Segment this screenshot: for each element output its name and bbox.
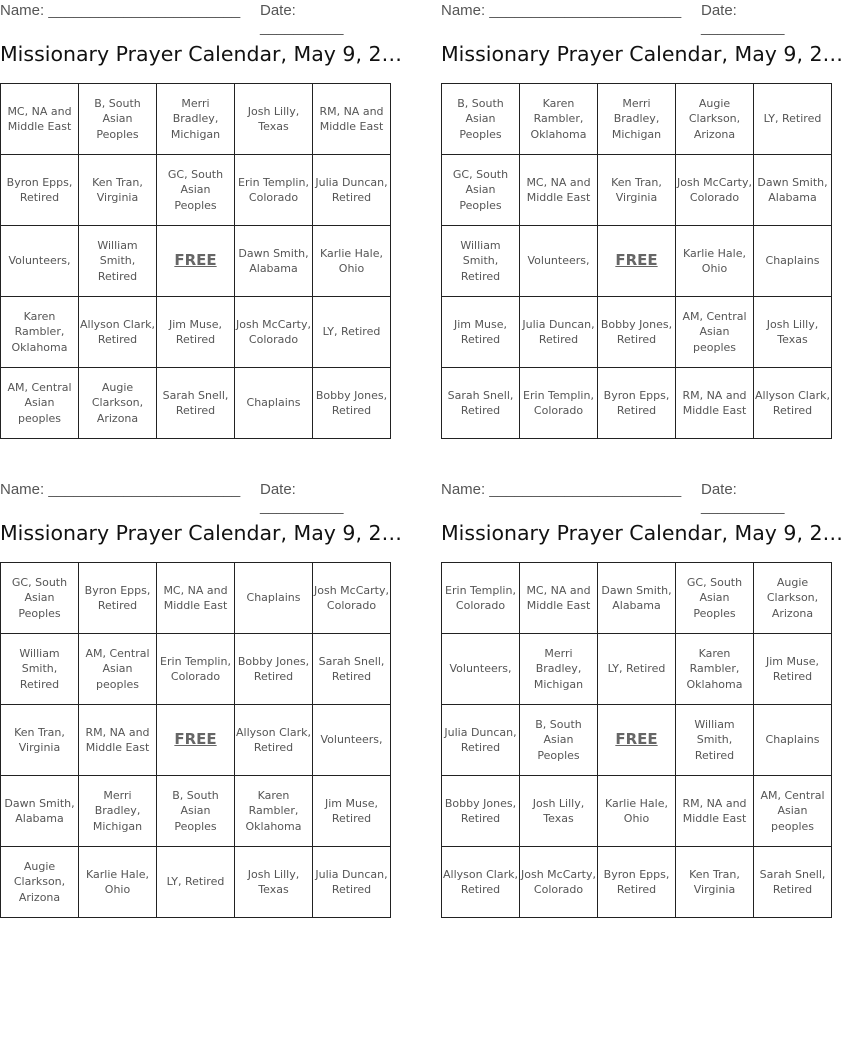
card-title: Missionary Prayer Calendar, May 9, 2…	[0, 521, 403, 545]
grid-cell: Josh Lilly, Texas	[235, 84, 313, 155]
grid-row	[1, 563, 391, 634]
grid-cell: Karlie Hale, Ohio	[598, 776, 676, 847]
grid-row	[1, 226, 391, 297]
name-field-label: Name: _______________________	[0, 2, 241, 19]
grid-cell: Byron Epps, Retired	[1, 155, 79, 226]
grid-cell: Karen Rambler, Oklahoma	[235, 776, 313, 847]
grid-cell: Volunteers,	[1, 226, 79, 297]
grid-cell: AM, Central Asian peoples	[754, 776, 832, 847]
grid-cell: William Smith, Retired	[1, 634, 79, 705]
free-space-cell: FREE	[598, 705, 676, 776]
grid-row	[442, 776, 832, 847]
grid-cell: Augie Clarkson, Arizona	[79, 368, 157, 439]
grid-cell: Merri Bradley, Michigan	[598, 84, 676, 155]
grid-cell: AM, Central Asian peoples	[79, 634, 157, 705]
grid-cell: Ken Tran, Virginia	[1, 705, 79, 776]
grid-cell: Dawn Smith, Alabama	[235, 226, 313, 297]
grid-cell: Merri Bradley, Michigan	[520, 634, 598, 705]
grid-row	[1, 847, 391, 918]
grid-cell: LY, Retired	[313, 297, 391, 368]
grid-cell: Merri Bradley, Michigan	[157, 84, 235, 155]
grid-row	[1, 705, 391, 776]
date-field-label: Date: __________	[701, 2, 785, 36]
grid-cell: Bobby Jones, Retired	[235, 634, 313, 705]
grid-cell: Chaplains	[235, 368, 313, 439]
grid-cell: Augie Clarkson, Arizona	[754, 563, 832, 634]
grid-cell: RM, NA and Middle East	[676, 368, 754, 439]
grid-cell: Sarah Snell, Retired	[157, 368, 235, 439]
date-field-label: Date: __________	[701, 481, 785, 515]
grid-row	[1, 368, 391, 439]
grid-cell: Ken Tran, Virginia	[598, 155, 676, 226]
grid-cell: William Smith, Retired	[79, 226, 157, 297]
grid-cell: Augie Clarkson, Arizona	[676, 84, 754, 155]
grid-cell: Allyson Clark, Retired	[442, 847, 520, 918]
grid-cell: Byron Epps, Retired	[79, 563, 157, 634]
grid-cell: Karen Rambler, Oklahoma	[676, 634, 754, 705]
grid-cell: Karlie Hale, Ohio	[676, 226, 754, 297]
card-title: Missionary Prayer Calendar, May 9, 2…	[441, 521, 843, 545]
grid-cell: Allyson Clark, Retired	[79, 297, 157, 368]
card-header	[0, 481, 375, 515]
grid-row	[442, 155, 832, 226]
grid-cell: Josh McCarty, Colorado	[676, 155, 754, 226]
card-title: Missionary Prayer Calendar, May 9, 2…	[441, 42, 843, 66]
grid-row	[1, 634, 391, 705]
grid-row	[442, 563, 832, 634]
grid-cell: LY, Retired	[157, 847, 235, 918]
grid-cell: GC, South Asian Peoples	[157, 155, 235, 226]
card-header	[0, 2, 375, 36]
grid-cell: Chaplains	[754, 705, 832, 776]
grid-cell: Josh Lilly, Texas	[754, 297, 832, 368]
grid-row	[442, 705, 832, 776]
grid-cell: Erin Templin, Colorado	[520, 368, 598, 439]
bingo-grid	[0, 562, 391, 918]
grid-cell: MC, NA and Middle East	[157, 563, 235, 634]
grid-cell: Byron Epps, Retired	[598, 368, 676, 439]
grid-row	[1, 776, 391, 847]
grid-row	[442, 368, 832, 439]
grid-cell: Bobby Jones, Retired	[598, 297, 676, 368]
bingo-grid	[0, 83, 391, 439]
grid-cell: William Smith, Retired	[676, 705, 754, 776]
grid-cell: Merri Bradley, Michigan	[79, 776, 157, 847]
grid-cell: Erin Templin, Colorado	[235, 155, 313, 226]
grid-row	[1, 155, 391, 226]
grid-cell: Allyson Clark, Retired	[235, 705, 313, 776]
grid-cell: Byron Epps, Retired	[598, 847, 676, 918]
grid-cell: GC, South Asian Peoples	[676, 563, 754, 634]
grid-row	[1, 297, 391, 368]
free-space-cell: FREE	[157, 226, 235, 297]
card-title: Missionary Prayer Calendar, May 9, 2…	[0, 42, 403, 66]
name-field-label: Name: _______________________	[441, 2, 682, 19]
grid-cell: GC, South Asian Peoples	[442, 155, 520, 226]
grid-cell: Dawn Smith, Alabama	[754, 155, 832, 226]
bingo-grid	[441, 83, 832, 439]
grid-cell: Chaplains	[754, 226, 832, 297]
grid-cell: Dawn Smith, Alabama	[1, 776, 79, 847]
grid-cell: Bobby Jones, Retired	[313, 368, 391, 439]
grid-row	[442, 847, 832, 918]
grid-cell: Volunteers,	[313, 705, 391, 776]
grid-cell: Jim Muse, Retired	[442, 297, 520, 368]
grid-cell: B, South Asian Peoples	[442, 84, 520, 155]
grid-cell: B, South Asian Peoples	[157, 776, 235, 847]
grid-cell: Ken Tran, Virginia	[79, 155, 157, 226]
grid-cell: Erin Templin, Colorado	[157, 634, 235, 705]
grid-cell: Augie Clarkson, Arizona	[1, 847, 79, 918]
grid-cell: Bobby Jones, Retired	[442, 776, 520, 847]
grid-cell: RM, NA and Middle East	[79, 705, 157, 776]
grid-cell: Sarah Snell, Retired	[313, 634, 391, 705]
grid-cell: Chaplains	[235, 563, 313, 634]
grid-cell: Karen Rambler, Oklahoma	[1, 297, 79, 368]
card-header	[441, 2, 816, 36]
grid-cell: Volunteers,	[520, 226, 598, 297]
grid-cell: Jim Muse, Retired	[313, 776, 391, 847]
grid-cell: RM, NA and Middle East	[313, 84, 391, 155]
grid-cell: MC, NA and Middle East	[520, 155, 598, 226]
grid-cell: Jim Muse, Retired	[754, 634, 832, 705]
grid-cell: B, South Asian Peoples	[520, 705, 598, 776]
name-field-label: Name: _______________________	[441, 481, 682, 498]
name-field-label: Name: _______________________	[0, 481, 241, 498]
grid-cell: Erin Templin, Colorado	[442, 563, 520, 634]
grid-cell: Karlie Hale, Ohio	[79, 847, 157, 918]
grid-cell: Allyson Clark, Retired	[754, 368, 832, 439]
grid-cell: GC, South Asian Peoples	[1, 563, 79, 634]
date-field-label: Date: __________	[260, 2, 344, 36]
date-field-label: Date: __________	[260, 481, 344, 515]
grid-cell: AM, Central Asian peoples	[1, 368, 79, 439]
grid-cell: Josh McCarty, Colorado	[235, 297, 313, 368]
grid-cell: MC, NA and Middle East	[1, 84, 79, 155]
grid-row	[442, 634, 832, 705]
card-header	[441, 481, 816, 515]
grid-row	[442, 297, 832, 368]
grid-cell: Dawn Smith, Alabama	[598, 563, 676, 634]
grid-cell: Julia Duncan, Retired	[442, 705, 520, 776]
grid-cell: Sarah Snell, Retired	[754, 847, 832, 918]
bingo-grid	[441, 562, 832, 918]
grid-cell: Karen Rambler, Oklahoma	[520, 84, 598, 155]
grid-row	[1, 84, 391, 155]
grid-cell: William Smith, Retired	[442, 226, 520, 297]
grid-cell: Josh McCarty, Colorado	[520, 847, 598, 918]
grid-cell: Karlie Hale, Ohio	[313, 226, 391, 297]
grid-cell: Josh Lilly, Texas	[520, 776, 598, 847]
grid-cell: RM, NA and Middle East	[676, 776, 754, 847]
grid-row	[442, 84, 832, 155]
grid-row	[442, 226, 832, 297]
grid-cell: Volunteers,	[442, 634, 520, 705]
free-space-cell: FREE	[598, 226, 676, 297]
grid-cell: MC, NA and Middle East	[520, 563, 598, 634]
grid-cell: AM, Central Asian peoples	[676, 297, 754, 368]
grid-cell: LY, Retired	[754, 84, 832, 155]
grid-cell: Josh Lilly, Texas	[235, 847, 313, 918]
grid-cell: LY, Retired	[598, 634, 676, 705]
grid-cell: Jim Muse, Retired	[157, 297, 235, 368]
grid-cell: Julia Duncan, Retired	[520, 297, 598, 368]
grid-cell: B, South Asian Peoples	[79, 84, 157, 155]
grid-cell: Julia Duncan, Retired	[313, 155, 391, 226]
grid-cell: Josh McCarty, Colorado	[313, 563, 391, 634]
free-space-cell: FREE	[157, 705, 235, 776]
grid-cell: Julia Duncan, Retired	[313, 847, 391, 918]
grid-cell: Sarah Snell, Retired	[442, 368, 520, 439]
grid-cell: Ken Tran, Virginia	[676, 847, 754, 918]
